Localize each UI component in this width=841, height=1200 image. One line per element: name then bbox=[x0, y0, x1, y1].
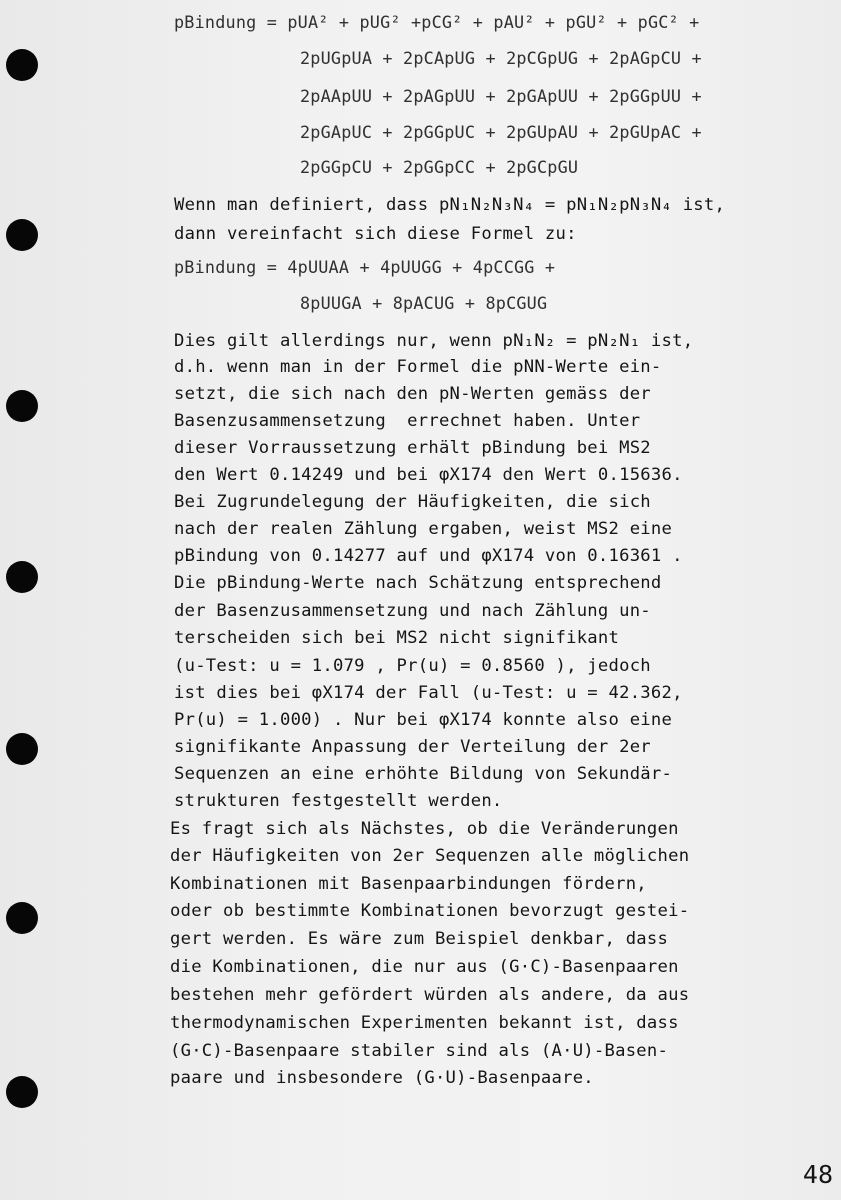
text-line-17: Sequenzen an eine erhöhte Bildung von Sekundär- bbox=[174, 764, 673, 784]
punch-hole-5 bbox=[6, 733, 38, 765]
formula-line-6: pBindung = 4pUUAA + 4pUUGG + 4pCCGG + bbox=[174, 257, 556, 277]
text-line-22: oder ob bestimmte Kombinationen bevorzugt gestei- bbox=[170, 901, 690, 921]
punch-hole-3 bbox=[6, 390, 38, 422]
text-line-21: Kombinationen mit Basenpaarbindungen fördern, bbox=[170, 874, 647, 894]
text-line-7: Bei Zugrundelegung der Häufigkeiten, die sich bbox=[174, 492, 651, 512]
page-number: 48 bbox=[802, 1160, 833, 1189]
formula-line-5: 2pGGpCU + 2pGGpCC + 2pGCpGU bbox=[300, 157, 579, 177]
text-line-24: die Kombinationen, die nur aus (G·C)-Basenpaaren bbox=[170, 957, 679, 977]
formula-line-1: pBindung = pUA² + pUG² +pCG² + pAU² + pGU² + pGC² + bbox=[174, 12, 700, 32]
text-line-2: d.h. wenn man in der Formel die pNN-Werte ein- bbox=[174, 357, 662, 377]
text-line-27: (G·C)-Basenpaare stabiler sind als (A·U)-Basen- bbox=[170, 1041, 669, 1061]
text-line-12: terscheiden sich bei MS2 nicht signifikant bbox=[174, 628, 620, 648]
text-line-20: der Häufigkeiten von 2er Sequenzen alle möglichen bbox=[170, 846, 690, 866]
text-line-28: paare und insbesondere (G·U)-Basenpaare. bbox=[170, 1068, 594, 1088]
punch-hole-2 bbox=[6, 219, 38, 251]
formula-line-2: 2pUGpUA + 2pCApUG + 2pCGpUG + 2pAGpCU + bbox=[300, 48, 702, 68]
text-line-18: strukturen festgestellt werden. bbox=[174, 791, 503, 811]
text-line-23: gert werden. Es wäre zum Beispiel denkbar, dass bbox=[170, 929, 669, 949]
text-line-definition-1: Wenn man definiert, dass pN₁N₂N₃N₄ = pN₁N₂pN₃N₄ ist, bbox=[174, 195, 726, 215]
punch-hole-1 bbox=[6, 49, 38, 81]
punch-hole-6 bbox=[6, 902, 38, 934]
punch-hole-4 bbox=[6, 561, 38, 593]
text-line-9: pBindung von 0.14277 auf und φX174 von 0.16361 . bbox=[174, 546, 683, 566]
text-line-11: der Basenzusammensetzung und nach Zählung un- bbox=[174, 601, 651, 621]
text-line-15: Pr(u) = 1.000) . Nur bei φX174 konnte also eine bbox=[174, 710, 673, 730]
formula-line-7: 8pUUGA + 8pACUG + 8pCGUG bbox=[300, 293, 548, 313]
text-line-10: Die pBindung-Werte nach Schätzung entsprechend bbox=[174, 573, 662, 593]
text-line-5: dieser Vorraussetzung erhält pBindung bei MS2 bbox=[174, 438, 651, 458]
text-line-14: ist dies bei φX174 der Fall (u-Test: u = 42.362, bbox=[174, 683, 683, 703]
text-line-3: setzt, die sich nach den pN-Werten gemäss der bbox=[174, 384, 651, 404]
text-line-1: Dies gilt allerdings nur, wenn pN₁N₂ = pN₂N₁ ist, bbox=[174, 331, 694, 351]
text-line-definition-2: dann vereinfacht sich diese Formel zu: bbox=[174, 224, 577, 244]
punch-hole-7 bbox=[6, 1076, 38, 1108]
formula-line-3: 2pAApUU + 2pAGpUU + 2pGApUU + 2pGGpUU + bbox=[300, 86, 702, 106]
text-line-6: den Wert 0.14249 und bei φX174 den Wert 0.15636. bbox=[174, 465, 683, 485]
text-line-25: bestehen mehr gefördert würden als andere, da aus bbox=[170, 985, 690, 1005]
text-line-8: nach der realen Zählung ergaben, weist MS2 eine bbox=[174, 519, 673, 539]
text-line-16: signifikante Anpassung der Verteilung der 2er bbox=[174, 737, 651, 757]
text-line-26: thermodynamischen Experimenten bekannt ist, dass bbox=[170, 1013, 679, 1033]
text-line-19: Es fragt sich als Nächstes, ob die Veränderungen bbox=[170, 819, 679, 839]
formula-line-4: 2pGApUC + 2pGGpUC + 2pGUpAU + 2pGUpAC + bbox=[300, 122, 702, 142]
text-line-4: Basenzusammensetzung errechnet haben. Unter bbox=[174, 411, 641, 431]
text-line-13: (u-Test: u = 1.079 , Pr(u) = 0.8560 ), jedoch bbox=[174, 656, 651, 676]
